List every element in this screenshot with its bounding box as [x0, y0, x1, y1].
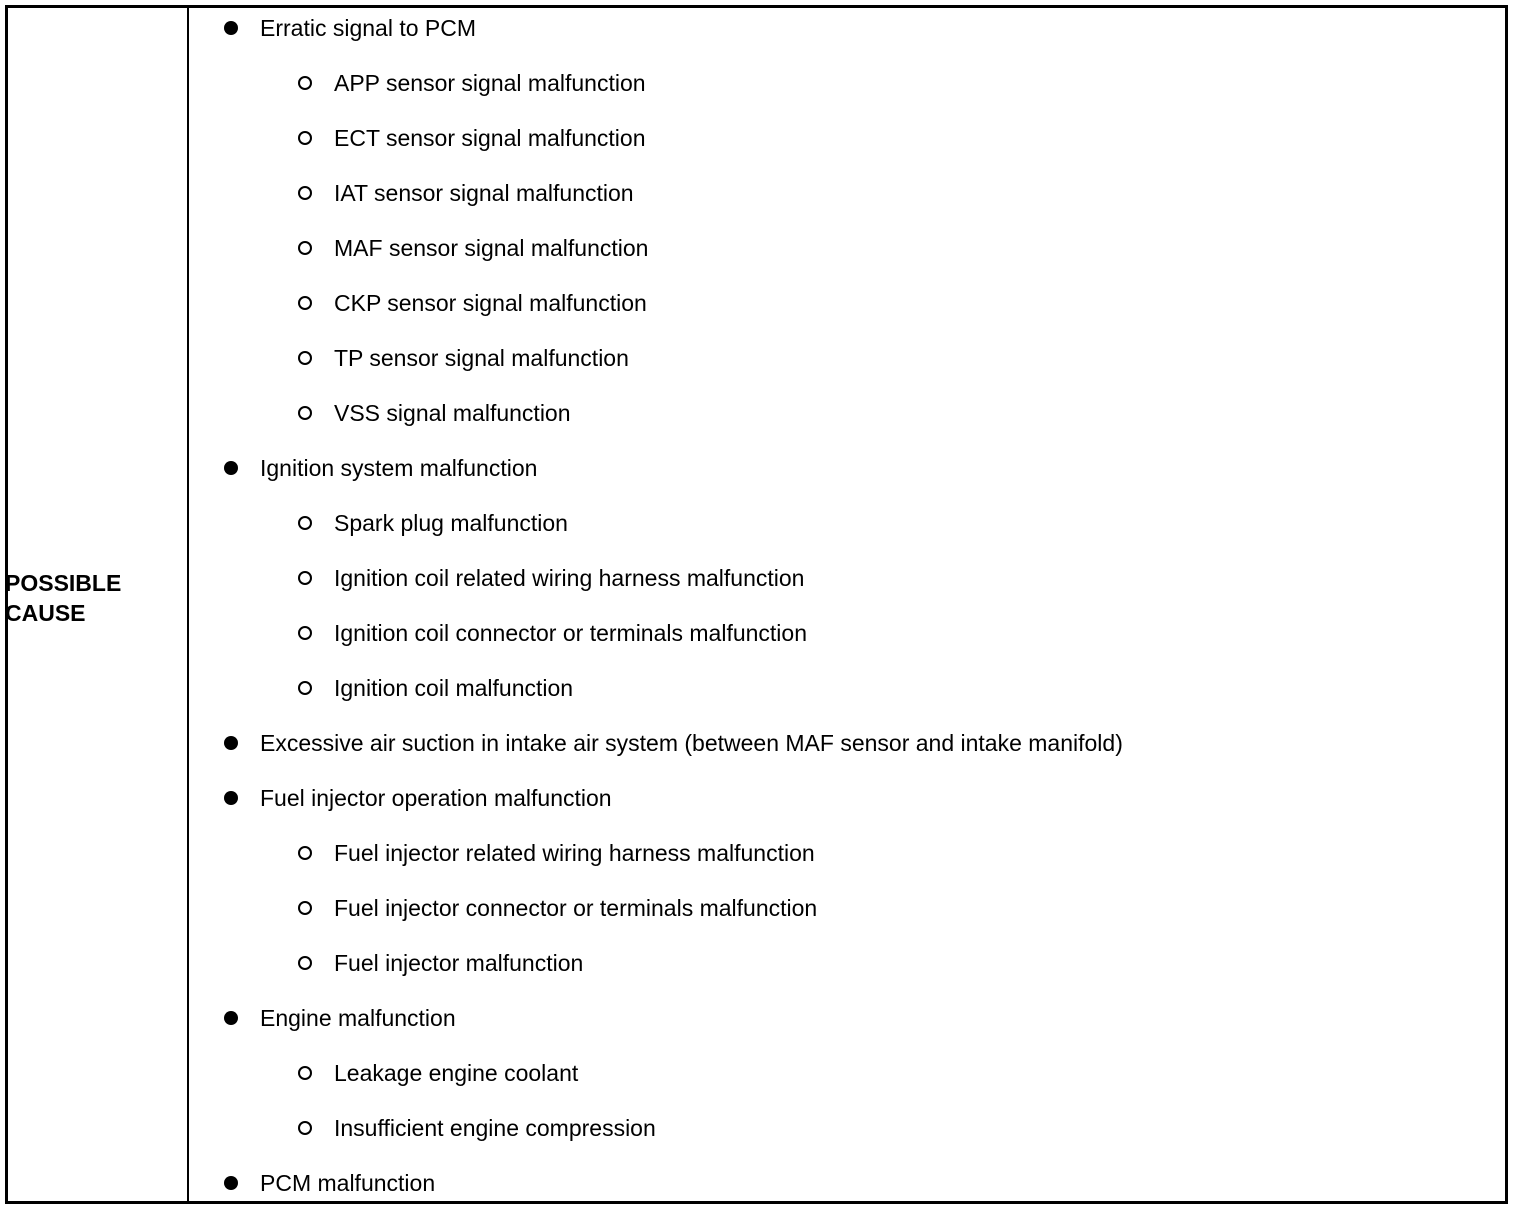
- cause-text: Ignition coil malfunction: [334, 675, 574, 701]
- cause-text: Engine malfunction: [260, 1005, 456, 1031]
- cause-text: Fuel injector malfunction: [334, 950, 584, 976]
- cause-text: Ignition coil connector or terminals malfunction: [334, 620, 808, 646]
- cause-text: IAT sensor signal malfunction: [334, 180, 634, 206]
- filled-bullet-icon: [224, 21, 238, 35]
- cause-text: Excessive air suction in intake air system (between MAF sensor and intake manifold): [260, 730, 1123, 756]
- hollow-bullet-icon: [298, 571, 312, 585]
- cause-text: Fuel injector related wiring harness malfunction: [334, 840, 815, 866]
- filled-bullet-icon: [224, 1176, 238, 1190]
- hollow-bullet-icon: [298, 626, 312, 640]
- cause-text: Spark plug malfunction: [334, 510, 568, 536]
- row-label: [5, 568, 175, 628]
- hollow-bullet-icon: [298, 1066, 312, 1080]
- hollow-bullet-icon: [298, 186, 312, 200]
- hollow-bullet-icon: [298, 681, 312, 695]
- cause-text: CKP sensor signal malfunction: [334, 290, 647, 316]
- column-divider: [187, 8, 189, 1201]
- hollow-bullet-icon: [298, 1121, 312, 1135]
- filled-bullet-icon: [224, 1011, 238, 1025]
- cause-text: TP sensor signal malfunction: [334, 345, 629, 371]
- filled-bullet-icon: [224, 461, 238, 475]
- hollow-bullet-icon: [298, 351, 312, 365]
- hollow-bullet-icon: [298, 516, 312, 530]
- cause-text: MAF sensor signal malfunction: [334, 235, 649, 261]
- cause-text: Leakage engine coolant: [334, 1060, 579, 1086]
- hollow-bullet-icon: [298, 846, 312, 860]
- cause-text: Insufficient engine compression: [334, 1115, 656, 1141]
- cause-text: Fuel injector connector or terminals malfunction: [334, 895, 818, 921]
- cause-text: PCM malfunction: [260, 1170, 436, 1196]
- hollow-bullet-icon: [298, 406, 312, 420]
- hollow-bullet-icon: [298, 901, 312, 915]
- filled-bullet-icon: [224, 791, 238, 805]
- hollow-bullet-icon: [298, 131, 312, 145]
- hollow-bullet-icon: [298, 241, 312, 255]
- cause-text: VSS signal malfunction: [334, 400, 571, 426]
- row-label-line-2: CAUSE: [5, 600, 86, 626]
- cause-text: ECT sensor signal malfunction: [334, 125, 646, 151]
- cause-text: Ignition coil related wiring harness malfunction: [334, 565, 805, 591]
- row-label-line-1: POSSIBLE: [5, 570, 122, 596]
- filled-bullet-icon: [224, 736, 238, 750]
- cause-text: Fuel injector operation malfunction: [260, 785, 612, 811]
- hollow-bullet-icon: [298, 956, 312, 970]
- cause-text: Ignition system malfunction: [260, 455, 538, 481]
- cause-text: APP sensor signal malfunction: [334, 70, 646, 96]
- hollow-bullet-icon: [298, 76, 312, 90]
- hollow-bullet-icon: [298, 296, 312, 310]
- cause-text: Erratic signal to PCM: [260, 15, 477, 41]
